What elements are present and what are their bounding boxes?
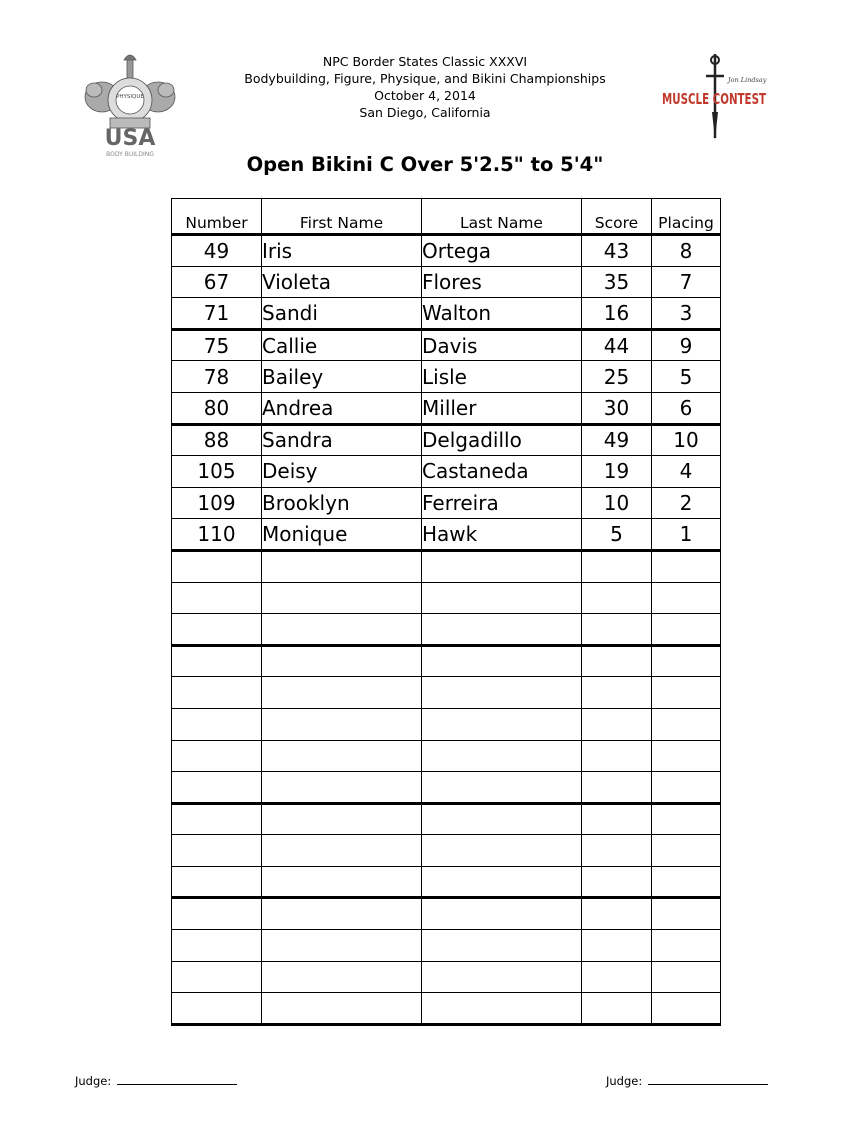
cell-score [582, 582, 652, 614]
event-location: San Diego, California [359, 105, 491, 120]
table-body [172, 235, 721, 1025]
table-row [172, 361, 721, 393]
cell-first-name: Sandra [262, 424, 422, 456]
cell-last-name [422, 582, 582, 614]
cell-placing: 1 [652, 519, 721, 551]
cell-first-name [262, 961, 422, 993]
cell-number [172, 740, 262, 772]
cell-last-name: Davis [422, 329, 582, 361]
cell-number [172, 614, 262, 646]
cell-score: 25 [582, 361, 652, 393]
cell-number: 80 [172, 392, 262, 424]
cell-last-name [422, 708, 582, 740]
blank-row [172, 930, 721, 962]
cell-first-name: Andrea [262, 392, 422, 424]
logo-script-text: Jon Lindsay [728, 76, 767, 84]
table-row [172, 487, 721, 519]
blank-row [172, 772, 721, 804]
logo-center-text: PHYSIQUE [116, 94, 144, 100]
cell-score [582, 708, 652, 740]
cell-placing: 8 [652, 235, 721, 267]
cell-placing: 9 [652, 329, 721, 361]
cell-last-name: Flores [422, 266, 582, 298]
cell-score: 49 [582, 424, 652, 456]
cell-score [582, 740, 652, 772]
cell-first-name [262, 898, 422, 930]
cell-score [582, 866, 652, 898]
cell-score: 44 [582, 329, 652, 361]
cell-last-name: Castaneda [422, 456, 582, 488]
cell-number: 49 [172, 235, 262, 267]
cell-last-name [422, 614, 582, 646]
cell-last-name [422, 866, 582, 898]
cell-placing [652, 677, 721, 709]
cell-score [582, 772, 652, 804]
cell-last-name [422, 677, 582, 709]
cell-first-name [262, 550, 422, 582]
cell-number [172, 645, 262, 677]
blank-row [172, 803, 721, 835]
cell-score [582, 930, 652, 962]
cell-last-name [422, 993, 582, 1025]
cell-first-name [262, 772, 422, 804]
cell-number: 78 [172, 361, 262, 393]
cell-number [172, 550, 262, 582]
cell-first-name: Brooklyn [262, 487, 422, 519]
cell-number [172, 993, 262, 1025]
col-header-placing: Placing [652, 199, 721, 235]
judge-right [606, 1074, 768, 1088]
blank-row [172, 614, 721, 646]
blank-row [172, 582, 721, 614]
cell-first-name [262, 930, 422, 962]
cell-placing [652, 645, 721, 677]
blank-row [172, 866, 721, 898]
cell-placing [652, 835, 721, 867]
event-date: October 4, 2014 [374, 88, 476, 103]
blank-row [172, 898, 721, 930]
cell-number [172, 930, 262, 962]
logo-usa-text: USA [104, 126, 156, 151]
cell-first-name: Callie [262, 329, 422, 361]
cell-score [582, 961, 652, 993]
blank-row [172, 740, 721, 772]
cell-score: 30 [582, 392, 652, 424]
cell-last-name [422, 645, 582, 677]
cell-number [172, 772, 262, 804]
results-table [171, 198, 721, 1026]
cell-number [172, 866, 262, 898]
cell-number [172, 803, 262, 835]
table-row [172, 235, 721, 267]
table-row [172, 298, 721, 330]
cell-placing [652, 961, 721, 993]
cell-score [582, 803, 652, 835]
cell-number [172, 898, 262, 930]
blank-row [172, 645, 721, 677]
judge-left-signature-line [117, 1074, 237, 1085]
blank-row [172, 708, 721, 740]
cell-number: 109 [172, 487, 262, 519]
table-row [172, 456, 721, 488]
cell-first-name: Violeta [262, 266, 422, 298]
judge-right-signature-line [648, 1074, 768, 1085]
cell-score: 19 [582, 456, 652, 488]
judge-right-label: Judge: [606, 1074, 643, 1088]
cell-placing: 5 [652, 361, 721, 393]
cell-first-name: Iris [262, 235, 422, 267]
cell-first-name [262, 582, 422, 614]
cell-last-name [422, 898, 582, 930]
cell-score: 35 [582, 266, 652, 298]
judge-left-label: Judge: [75, 1074, 112, 1088]
cell-number: 67 [172, 266, 262, 298]
cell-number [172, 961, 262, 993]
cell-score [582, 645, 652, 677]
cell-placing [652, 708, 721, 740]
division-title: Open Bikini C Over 5'2.5" to 5'4" [246, 153, 604, 176]
cell-placing [652, 866, 721, 898]
cell-first-name [262, 993, 422, 1025]
logo-bottom-text: BODY BUILDING [106, 151, 154, 158]
muscle-contest-logo [654, 52, 774, 142]
cell-first-name [262, 614, 422, 646]
cell-number: 88 [172, 424, 262, 456]
cell-score [582, 614, 652, 646]
cell-number [172, 582, 262, 614]
cell-score: 5 [582, 519, 652, 551]
cell-placing: 10 [652, 424, 721, 456]
cell-placing [652, 582, 721, 614]
npc-usa-logo [80, 52, 180, 162]
cell-first-name: Sandi [262, 298, 422, 330]
cell-last-name: Ortega [422, 235, 582, 267]
cell-score [582, 993, 652, 1025]
cell-number [172, 677, 262, 709]
cell-placing [652, 898, 721, 930]
cell-last-name: Miller [422, 392, 582, 424]
cell-score [582, 677, 652, 709]
table-row [172, 392, 721, 424]
cell-first-name [262, 645, 422, 677]
cell-last-name [422, 740, 582, 772]
cell-last-name: Walton [422, 298, 582, 330]
cell-placing [652, 772, 721, 804]
cell-placing [652, 740, 721, 772]
blank-row [172, 993, 721, 1025]
table-row [172, 266, 721, 298]
cell-score: 16 [582, 298, 652, 330]
cell-placing: 3 [652, 298, 721, 330]
cell-first-name: Bailey [262, 361, 422, 393]
cell-last-name [422, 835, 582, 867]
cell-placing [652, 550, 721, 582]
cell-first-name [262, 677, 422, 709]
event-name: NPC Border States Classic XXXVI [322, 54, 528, 69]
col-header-score: Score [582, 199, 652, 235]
cell-first-name [262, 708, 422, 740]
cell-score [582, 898, 652, 930]
cell-last-name: Lisle [422, 361, 582, 393]
cell-placing [652, 803, 721, 835]
cell-first-name [262, 835, 422, 867]
event-subtitle: Bodybuilding, Figure, Physique, and Bikini Championships [244, 71, 606, 86]
col-header-number: Number [172, 199, 262, 235]
cell-last-name: Ferreira [422, 487, 582, 519]
cell-first-name [262, 803, 422, 835]
judge-left [75, 1074, 237, 1088]
cell-score [582, 835, 652, 867]
cell-first-name [262, 866, 422, 898]
cell-first-name: Deisy [262, 456, 422, 488]
cell-placing: 2 [652, 487, 721, 519]
cell-score [582, 550, 652, 582]
cell-score: 43 [582, 235, 652, 267]
cell-last-name [422, 961, 582, 993]
cell-last-name: Hawk [422, 519, 582, 551]
cell-placing [652, 993, 721, 1025]
blank-row [172, 550, 721, 582]
table-header-row [172, 199, 721, 235]
cell-number [172, 708, 262, 740]
cell-last-name: Delgadillo [422, 424, 582, 456]
col-header-first-name: First Name [262, 199, 422, 235]
cell-last-name [422, 930, 582, 962]
table-row [172, 519, 721, 551]
table-row [172, 424, 721, 456]
event-header [225, 53, 625, 121]
cell-number: 105 [172, 456, 262, 488]
cell-last-name [422, 772, 582, 804]
blank-row [172, 677, 721, 709]
cell-placing: 7 [652, 266, 721, 298]
cell-score: 10 [582, 487, 652, 519]
cell-last-name [422, 803, 582, 835]
blank-row [172, 835, 721, 867]
table-row [172, 329, 721, 361]
col-header-last-name: Last Name [422, 199, 582, 235]
cell-placing [652, 614, 721, 646]
cell-last-name [422, 550, 582, 582]
cell-number: 110 [172, 519, 262, 551]
cell-placing [652, 930, 721, 962]
cell-number: 75 [172, 329, 262, 361]
logo-muscle-contest-text: MUSCLE CONTEST [662, 90, 767, 108]
cell-number [172, 835, 262, 867]
cell-first-name [262, 740, 422, 772]
cell-placing: 6 [652, 392, 721, 424]
blank-row [172, 961, 721, 993]
cell-placing: 4 [652, 456, 721, 488]
cell-first-name: Monique [262, 519, 422, 551]
cell-number: 71 [172, 298, 262, 330]
